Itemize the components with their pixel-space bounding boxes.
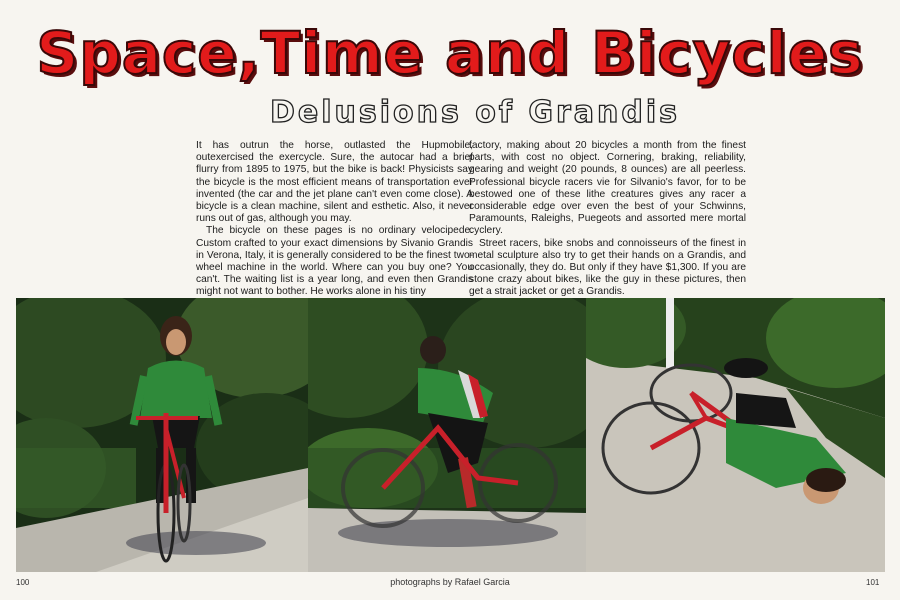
paragraph: factory, making about 20 bicycles a month from the finest parts, with cost no object. Cornering, braking, reliability, gearing and weight (20 pounds, 8 ounces) are all peerless. Professional bicycle racers vie for Silvanio's favor, for to be bestowed one of these lithe creatures gives any racer a considerable edge over even the best of your Schwinns, Paramounts, Raleighs, Puegeots and assorted mere mortal cyclery. — [469, 140, 746, 237]
article-subtitle: Delusions of Grandis — [269, 95, 681, 130]
text-column-left — [196, 140, 473, 299]
article-title: Space,Time and Bicycles — [36, 19, 864, 87]
paragraph: It has outrun the horse, outlasted the Hupmobile, outexercised the exercycle. Sure, the autocar had a brief flurry from 1895 to 1975, but the bike is back! Physicists say the bicycle is the most efficient means of transportation ever invented (the car and the jet plane can't even come close). A bicycle is a clean machine, silent and esthetic. Also, it never runs out of gas, although you may. — [196, 140, 473, 225]
paragraph: Street racers, bike snobs and connoisseurs of the finest in metal sculpture also try to get their hands on a Grandis, and occasionally, they do. But only if they have $1,300. If you are stone crazy about bikes, like the guy in these pictures, then get a strait jacket or get a Grandis. — [469, 237, 746, 298]
photo-rider-passing — [308, 298, 586, 572]
text-column-right — [469, 140, 746, 299]
paragraph: The bicycle on these pages is no ordinary velocipede. Custom crafted to your exact dimensions by Sivanio Grandis in Verona, Italy, it is generally considered to be the finest two-wheel machine in the world. Where can you buy one? You can't. The waiting list is a year long, and even then Grandis might not want to bother. He works alone in his tiny — [196, 225, 473, 298]
page-number-left: 100 — [16, 578, 30, 587]
photo-credit: photographs by Rafael Garcia — [390, 577, 510, 587]
photo-rider-fallen — [586, 298, 885, 572]
photo-rider-approaching — [16, 298, 308, 572]
page-number-right: 101 — [866, 578, 880, 587]
photo-strip — [16, 298, 885, 572]
